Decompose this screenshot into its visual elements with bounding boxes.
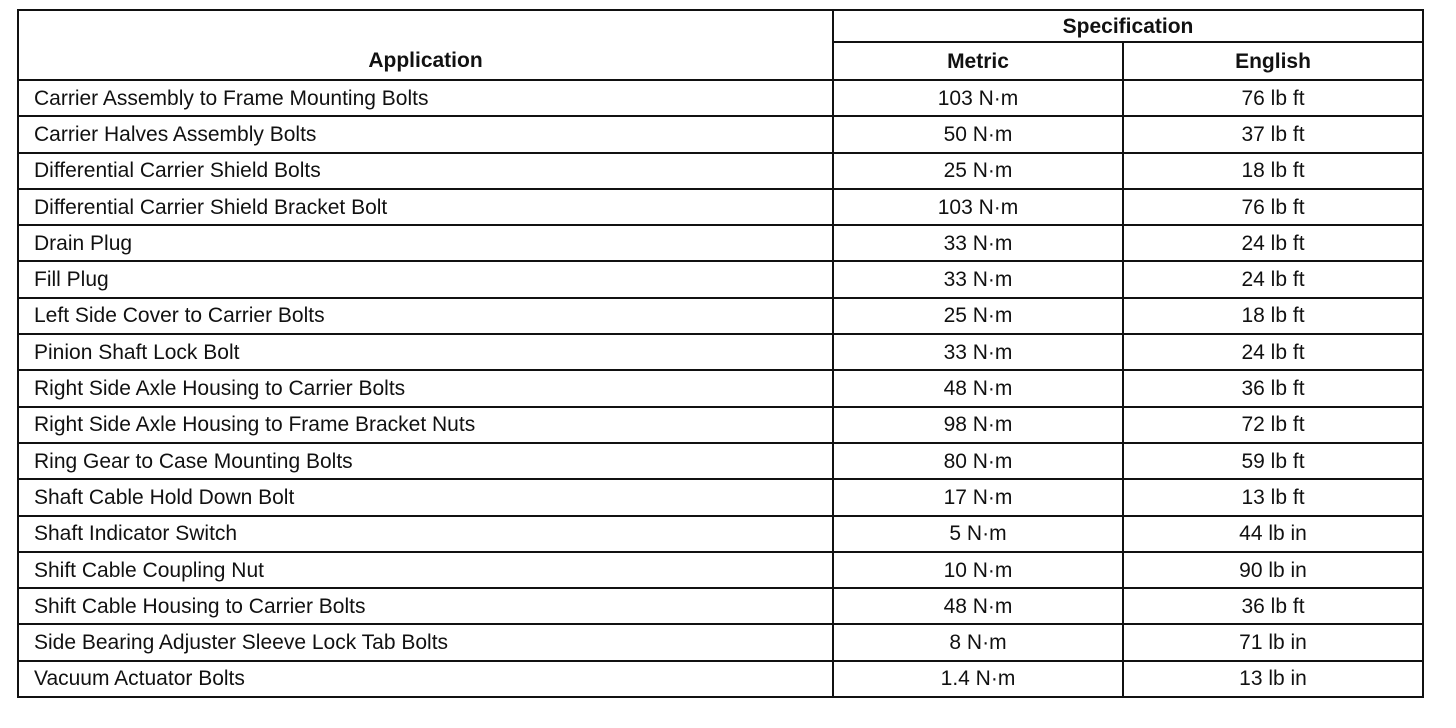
metric-value-cell: 103 N·m — [833, 189, 1123, 225]
specification-column-header: Specification — [833, 10, 1423, 42]
application-column-header: Application — [18, 10, 833, 80]
table-row — [18, 153, 1423, 189]
metric-value-cell: 103 N·m — [833, 80, 1123, 116]
english-value-cell: 76 lb ft — [1123, 80, 1423, 116]
table-row — [18, 516, 1423, 552]
metric-value-cell: 50 N·m — [833, 116, 1123, 152]
table-row — [18, 479, 1423, 515]
metric-value-cell: 10 N·m — [833, 552, 1123, 588]
table-row — [18, 225, 1423, 261]
english-value-cell: 71 lb in — [1123, 624, 1423, 660]
metric-column-header: Metric — [833, 42, 1123, 80]
application-cell: Right Side Axle Housing to Carrier Bolts — [18, 370, 833, 406]
metric-value-cell: 17 N·m — [833, 479, 1123, 515]
metric-value-cell: 48 N·m — [833, 588, 1123, 624]
application-cell: Shift Cable Housing to Carrier Bolts — [18, 588, 833, 624]
english-value-cell: 13 lb in — [1123, 661, 1423, 697]
application-cell: Differential Carrier Shield Bolts — [18, 153, 833, 189]
application-cell: Right Side Axle Housing to Frame Bracket Nuts — [18, 407, 833, 443]
table-row — [18, 189, 1423, 225]
metric-value-cell: 25 N·m — [833, 298, 1123, 334]
table-row — [18, 624, 1423, 660]
metric-value-cell: 33 N·m — [833, 261, 1123, 297]
table-row — [18, 407, 1423, 443]
application-cell: Shaft Cable Hold Down Bolt — [18, 479, 833, 515]
table-row — [18, 552, 1423, 588]
english-value-cell: 59 lb ft — [1123, 443, 1423, 479]
english-value-cell: 24 lb ft — [1123, 334, 1423, 370]
table-header-row — [18, 10, 1423, 42]
metric-value-cell: 5 N·m — [833, 516, 1123, 552]
application-cell: Pinion Shaft Lock Bolt — [18, 334, 833, 370]
english-value-cell: 18 lb ft — [1123, 298, 1423, 334]
table-row — [18, 80, 1423, 116]
english-value-cell: 76 lb ft — [1123, 189, 1423, 225]
application-cell: Vacuum Actuator Bolts — [18, 661, 833, 697]
english-value-cell: 24 lb ft — [1123, 261, 1423, 297]
application-cell: Fill Plug — [18, 261, 833, 297]
application-cell: Side Bearing Adjuster Sleeve Lock Tab Bolts — [18, 624, 833, 660]
application-cell: Shaft Indicator Switch — [18, 516, 833, 552]
application-cell: Carrier Assembly to Frame Mounting Bolts — [18, 80, 833, 116]
english-value-cell: 44 lb in — [1123, 516, 1423, 552]
metric-value-cell: 80 N·m — [833, 443, 1123, 479]
table-row — [18, 370, 1423, 406]
application-cell: Drain Plug — [18, 225, 833, 261]
table-row — [18, 443, 1423, 479]
english-value-cell: 72 lb ft — [1123, 407, 1423, 443]
english-column-header: English — [1123, 42, 1423, 80]
english-value-cell: 24 lb ft — [1123, 225, 1423, 261]
metric-value-cell: 33 N·m — [833, 334, 1123, 370]
table-row — [18, 298, 1423, 334]
metric-value-cell: 8 N·m — [833, 624, 1123, 660]
application-cell: Differential Carrier Shield Bracket Bolt — [18, 189, 833, 225]
metric-value-cell: 33 N·m — [833, 225, 1123, 261]
table-row — [18, 261, 1423, 297]
english-value-cell: 13 lb ft — [1123, 479, 1423, 515]
metric-value-cell: 48 N·m — [833, 370, 1123, 406]
application-cell: Shift Cable Coupling Nut — [18, 552, 833, 588]
table-row — [18, 588, 1423, 624]
fastener-torque-spec-table — [17, 9, 1424, 698]
application-cell: Left Side Cover to Carrier Bolts — [18, 298, 833, 334]
table-row — [18, 661, 1423, 697]
english-value-cell: 37 lb ft — [1123, 116, 1423, 152]
application-cell: Carrier Halves Assembly Bolts — [18, 116, 833, 152]
english-value-cell: 36 lb ft — [1123, 588, 1423, 624]
table-body — [18, 80, 1423, 697]
metric-value-cell: 1.4 N·m — [833, 661, 1123, 697]
english-value-cell: 18 lb ft — [1123, 153, 1423, 189]
table-row — [18, 334, 1423, 370]
application-cell: Ring Gear to Case Mounting Bolts — [18, 443, 833, 479]
english-value-cell: 36 lb ft — [1123, 370, 1423, 406]
english-value-cell: 90 lb in — [1123, 552, 1423, 588]
metric-value-cell: 98 N·m — [833, 407, 1123, 443]
metric-value-cell: 25 N·m — [833, 153, 1123, 189]
table-row — [18, 116, 1423, 152]
